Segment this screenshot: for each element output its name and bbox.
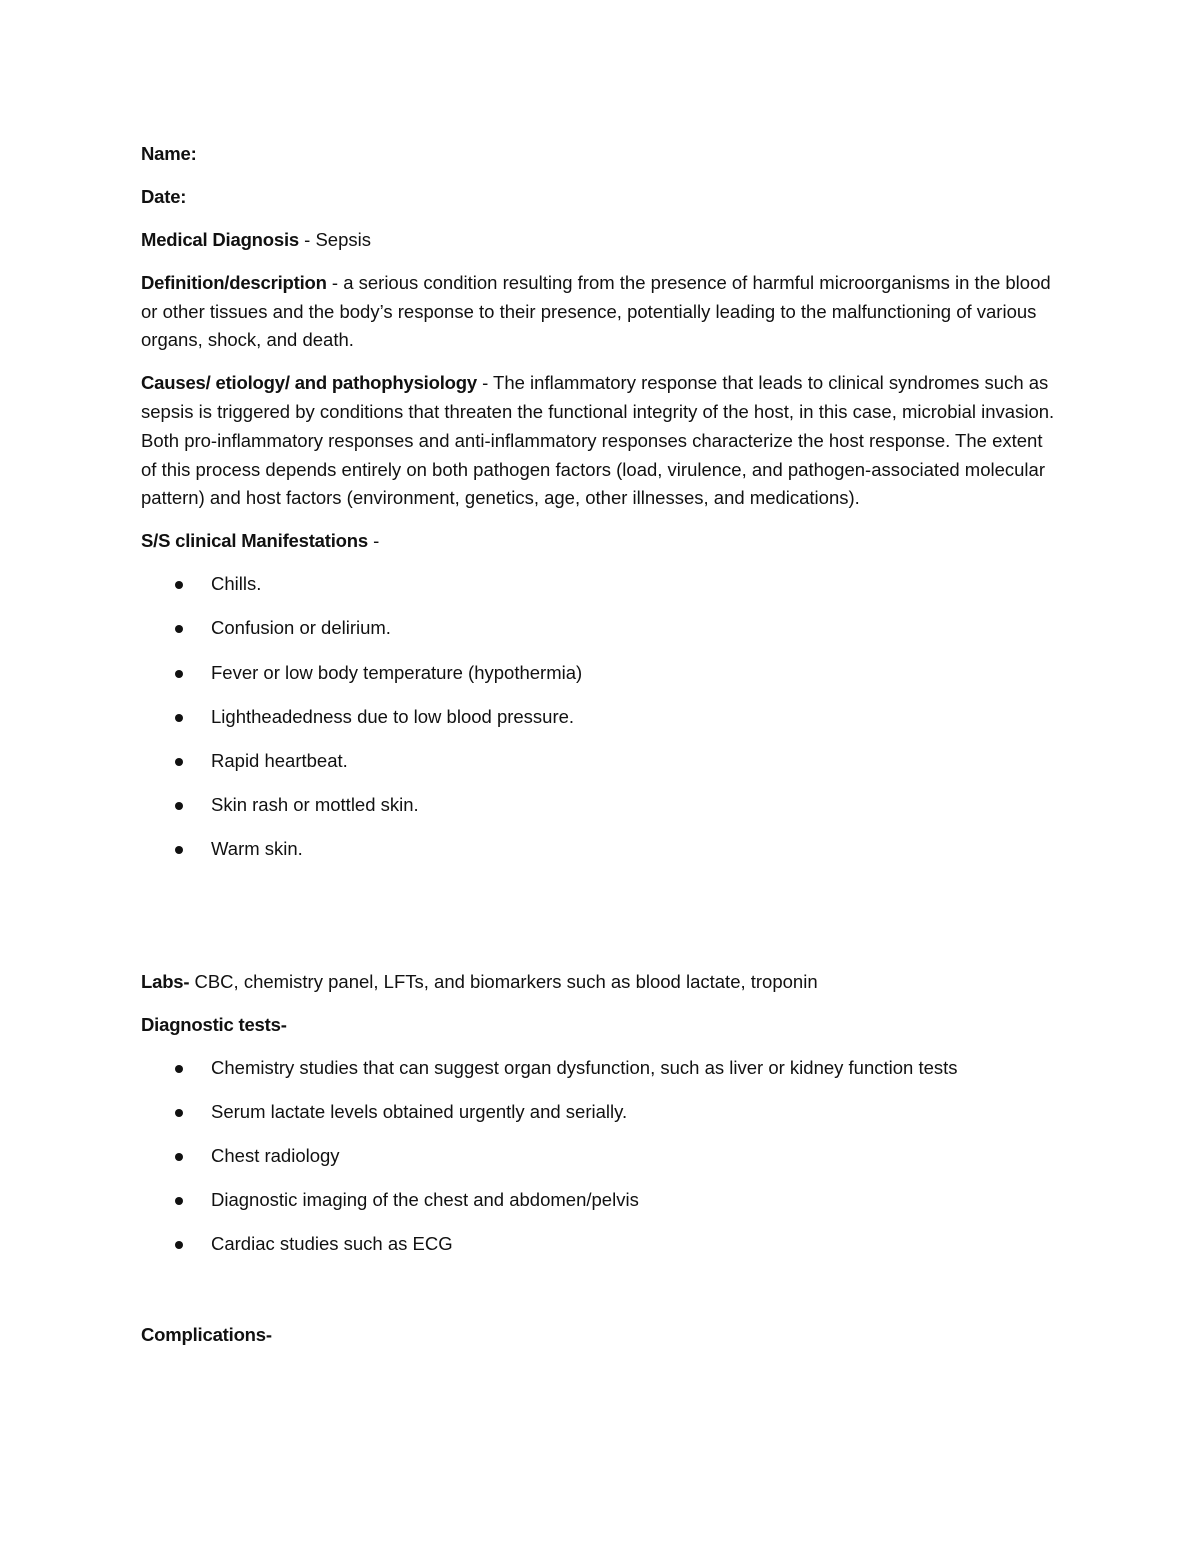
complications-heading xyxy=(141,1321,1061,1350)
list-item xyxy=(141,747,1061,776)
list-item-text: Chemistry studies that can suggest organ dysfunction, such as liver or kidney function tests xyxy=(211,1056,958,1078)
bullet-icon xyxy=(175,714,183,722)
labs-section xyxy=(141,968,1061,997)
diagnostic-tests-label: Diagnostic tests- xyxy=(141,1013,287,1035)
bullet-icon xyxy=(175,1197,183,1205)
definition-label: Definition/description xyxy=(141,272,327,293)
bullet-icon xyxy=(175,846,183,854)
diagnostic-tests-heading xyxy=(141,1011,1061,1040)
list-item-text: Rapid heartbeat. xyxy=(211,750,348,772)
bullet-icon xyxy=(175,581,183,589)
list-item xyxy=(141,1054,1061,1083)
complications-label: Complications- xyxy=(141,1323,272,1345)
list-item xyxy=(141,791,1061,820)
list-item-text: Confusion or delirium. xyxy=(211,617,391,639)
date-label: Date: xyxy=(141,186,187,207)
bullet-icon xyxy=(175,1241,183,1249)
name-field xyxy=(141,140,1061,169)
manifestations-label: S/S clinical Manifestations xyxy=(141,530,368,552)
list-item xyxy=(141,1186,1061,1215)
blank-space xyxy=(141,880,1061,968)
list-item-text: Diagnostic imaging of the chest and abdomen/pelvis xyxy=(211,1189,639,1211)
list-item-text: Skin rash or mottled skin. xyxy=(211,794,419,816)
labs-text: CBC, chemistry panel, LFTs, and biomarkers such as blood lactate, troponin xyxy=(189,970,818,992)
medical-diagnosis-section xyxy=(141,226,1061,255)
list-item-text: Serum lactate levels obtained urgently and serially. xyxy=(211,1100,628,1122)
date-field xyxy=(141,183,1061,212)
list-item xyxy=(141,835,1061,864)
bullet-icon xyxy=(175,802,183,810)
list-item-text: Lightheadedness due to low blood pressure. xyxy=(211,705,575,727)
name-label: Name: xyxy=(141,143,197,164)
list-item xyxy=(141,614,1061,643)
manifestations-heading xyxy=(141,527,1061,556)
blank-space xyxy=(141,1275,1061,1321)
list-item xyxy=(141,570,1061,599)
bullet-icon xyxy=(175,758,183,766)
list-item xyxy=(141,703,1061,732)
document-page xyxy=(141,140,1061,1364)
medical-diagnosis-text: - Sepsis xyxy=(299,229,371,250)
causes-text: - The inflammatory response that leads to clinical syndromes such as sepsis is triggered by conditions that threaten the functional integrity of the host, in this case, microbial invasion. Both pro-inflammatory responses and anti-inflammatory responses characterize the host response. The extent of this process depends entirely on both pathogen factors (load, virulence, and pathogen-associated molecular pattern) and host factors (environment, genetics, age, other illnesses, and medications). xyxy=(141,372,1055,509)
manifestations-dash: - xyxy=(367,530,380,552)
list-item-text: Warm skin. xyxy=(211,838,303,860)
list-item xyxy=(141,659,1061,688)
bullet-icon xyxy=(175,1065,183,1073)
list-item xyxy=(141,1142,1061,1171)
diagnostic-tests-list xyxy=(141,1054,1061,1260)
bullet-icon xyxy=(175,1109,183,1117)
causes-section xyxy=(141,369,1061,513)
list-item-text: Fever or low body temperature (hypothermia) xyxy=(211,661,583,683)
labs-label: Labs- xyxy=(141,970,190,992)
manifestations-list xyxy=(141,570,1061,864)
list-item-text: Chills. xyxy=(211,573,262,595)
definition-section xyxy=(141,269,1061,355)
list-item-text: Chest radiology xyxy=(211,1145,340,1167)
medical-diagnosis-label: Medical Diagnosis xyxy=(141,229,300,250)
definition-text: - a serious condition resulting from the presence of harmful microorganisms in the blood or other tissues and the body’s response to their presence, potentially leading to the malfunctioning of various organs, shock, and death. xyxy=(141,272,1051,351)
list-item-text: Cardiac studies such as ECG xyxy=(211,1233,453,1255)
list-item xyxy=(141,1230,1061,1259)
list-item xyxy=(141,1098,1061,1127)
causes-label: Causes/ etiology/ and pathophysiology xyxy=(141,372,477,394)
bullet-icon xyxy=(175,670,183,678)
bullet-icon xyxy=(175,625,183,633)
bullet-icon xyxy=(175,1153,183,1161)
